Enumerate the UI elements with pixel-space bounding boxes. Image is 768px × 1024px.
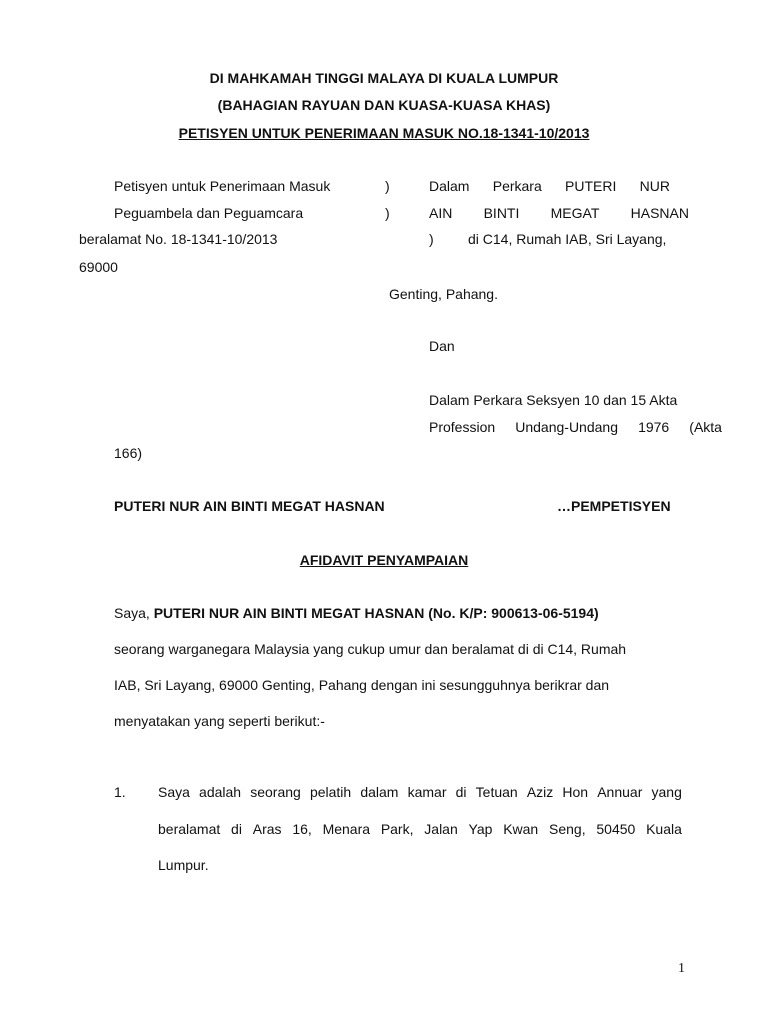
- para-word: 50450: [596, 821, 636, 837]
- affidavit-title-text: AFIDAVIT PENYAMPAIAN: [299, 552, 469, 568]
- caption-word: BINTI: [483, 205, 520, 221]
- intro-line3: IAB, Sri Layang, 69000 Genting, Pahang dengan ini sesungguhnya berikrar dan: [114, 677, 610, 693]
- para1-line1: [158, 783, 682, 801]
- caption-left-line4: 69000: [79, 259, 118, 275]
- division-heading: (BAHAGIAN RAYUAN DAN KUASA-KUASA KHAS): [217, 97, 551, 113]
- deponent-name: PUTERI NUR AIN BINTI MEGAT HASNAN (No. K/P: 900613-06-5194): [153, 605, 599, 621]
- intro-line4: menyatakan yang seperti berikut:-: [114, 713, 325, 729]
- para-word: Seng,: [549, 821, 586, 837]
- caption-right-line3: di C14, Rumah IAB, Sri Layang,: [468, 231, 667, 247]
- caption-right-line4: Genting, Pahang.: [389, 286, 498, 302]
- petition-number-text: PETISYEN UNTUK PENERIMAAN MASUK NO.18-1341-10/2013: [178, 125, 590, 141]
- caption-word: MEGAT: [550, 205, 600, 221]
- caption-right-line6: [429, 418, 722, 436]
- caption-right-line5: Dalam Perkara Seksyen 10 dan 15 Akta: [429, 392, 678, 408]
- page-number: 1: [678, 961, 685, 976]
- para-word: beralamat: [158, 821, 221, 837]
- para-word: Annuar: [597, 784, 643, 800]
- para1-number: 1.: [114, 784, 126, 800]
- caption-right-line1: [429, 177, 670, 195]
- affidavit-title: [0, 551, 768, 569]
- para-word: 16,: [292, 821, 312, 837]
- para-word: Kwan: [503, 821, 539, 837]
- para-word: dalam: [360, 784, 399, 800]
- para-word: seorang: [250, 784, 301, 800]
- intro-saya: Saya,: [114, 605, 154, 621]
- para-word: Tetuan: [475, 784, 518, 800]
- para-word: Aziz: [526, 784, 554, 800]
- petition-number-heading: [0, 124, 768, 142]
- para1-line3: Lumpur.: [158, 857, 209, 873]
- para-word: pelatih: [309, 784, 352, 800]
- caption-word: Dalam: [429, 178, 470, 194]
- para-word: adalah: [199, 784, 242, 800]
- para-word: Aras: [252, 821, 282, 837]
- caption-right-line7: 166): [114, 445, 143, 461]
- para-word: Menara: [322, 821, 371, 837]
- caption-left-line3: beralamat No. 18-1341-10/2013: [79, 231, 278, 247]
- para-word: di: [455, 784, 467, 800]
- caption-left-line1: Petisyen untuk Penerimaan Masuk: [114, 178, 331, 194]
- caption-word: AIN: [429, 205, 453, 221]
- para-word: kamar: [407, 784, 447, 800]
- caption-bracket-1: ): [385, 178, 390, 194]
- caption-word: (Akta: [689, 419, 722, 435]
- caption-word: 1976: [638, 419, 670, 435]
- para-word: Yap: [468, 821, 493, 837]
- caption-word: NUR: [639, 178, 670, 194]
- petitioner-name: PUTERI NUR AIN BINTI MEGAT HASNAN: [114, 498, 385, 514]
- caption-word: HASNAN: [630, 205, 689, 221]
- caption-bracket-2: ): [385, 205, 390, 221]
- caption-dan: Dan: [429, 338, 455, 354]
- para-word: di: [231, 821, 242, 837]
- petitioner-role: …PEMPETISYEN: [557, 498, 671, 514]
- para-word: Saya: [158, 784, 190, 800]
- caption-word: Undang-Undang: [515, 419, 618, 435]
- intro-line1: [114, 604, 599, 622]
- caption-word: Perkara: [492, 178, 542, 194]
- para1-line2: [158, 820, 682, 838]
- court-heading: DI MAHKAMAH TINGGI MALAYA DI KUALA LUMPUR: [209, 70, 559, 86]
- caption-word: PUTERI: [565, 178, 617, 194]
- para-word: Kuala: [646, 821, 682, 837]
- para-word: yang: [651, 784, 682, 800]
- para-word: Hon: [562, 784, 589, 800]
- caption-word: Profession: [429, 419, 496, 435]
- para-word: Park,: [380, 821, 414, 837]
- caption-right-line2: [429, 204, 689, 222]
- caption-left-line2: Peguambela dan Peguamcara: [114, 205, 304, 221]
- intro-line2: seorang warganegara Malaysia yang cukup umur dan beralamat di di C14, Rumah: [114, 641, 627, 657]
- caption-bracket-3: ): [429, 231, 434, 247]
- para-word: Jalan: [424, 821, 458, 837]
